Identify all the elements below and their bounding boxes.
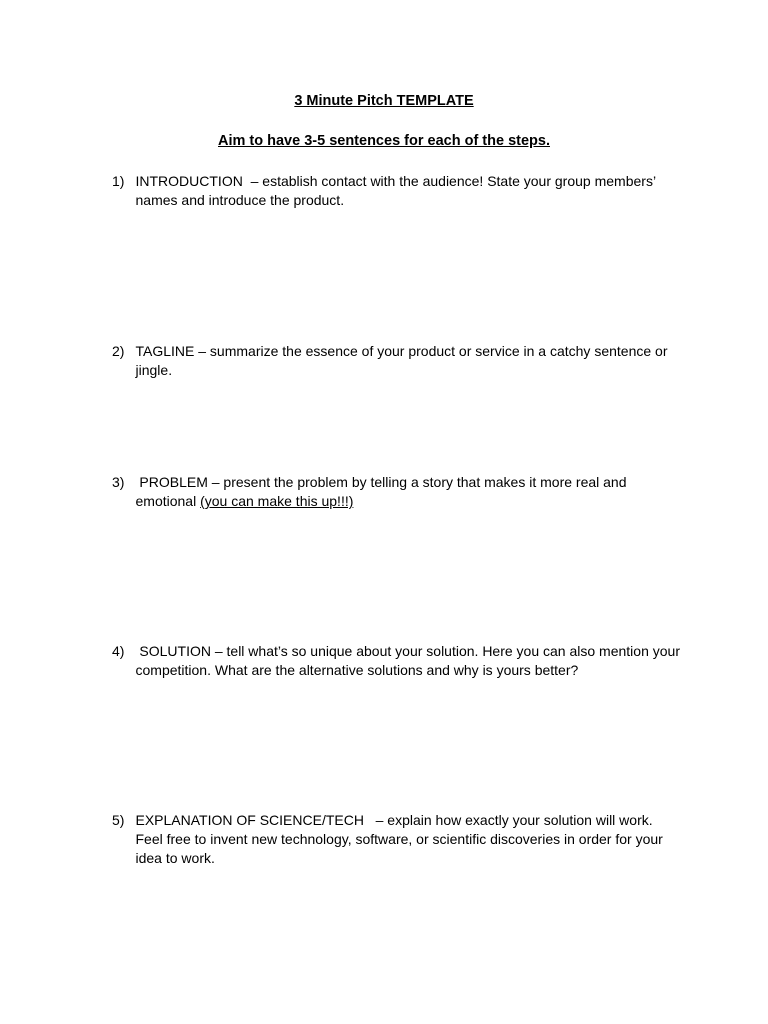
step-number: 3) (112, 474, 125, 490)
step-number: 5) (112, 812, 125, 828)
step-text: INTRODUCTION – establish contact with the audience! State your group members’ names and introduce the product. (135, 173, 660, 208)
step-text: TAGLINE – summarize the essence of your product or service in a catchy sentence or jingle. (135, 343, 672, 378)
step-text: EXPLANATION OF SCIENCE/TECH – explain how exactly your solution will work. Feel free to invent new technology, software, or scientific discoveries in order for your idea to work. (135, 812, 667, 866)
step-number: 4) (112, 643, 125, 659)
step-text: PROBLEM – present the problem by telling a story that makes it more real and emotional (135, 474, 631, 509)
document-title: 3 Minute Pitch TEMPLATE (294, 93, 474, 109)
step-number: 1) (112, 173, 125, 189)
step-text: SOLUTION – tell what’s so unique about your solution. Here you can also mention your competition. What are the alternative solutions and why is yours better? (135, 643, 684, 678)
step-number: 2) (112, 343, 125, 359)
step-text-container (136, 473, 684, 511)
step-text-underlined: (you can make this up!!!) (200, 493, 354, 509)
document-subtitle: Aim to have 3-5 sentences for each of the steps. (218, 133, 550, 149)
